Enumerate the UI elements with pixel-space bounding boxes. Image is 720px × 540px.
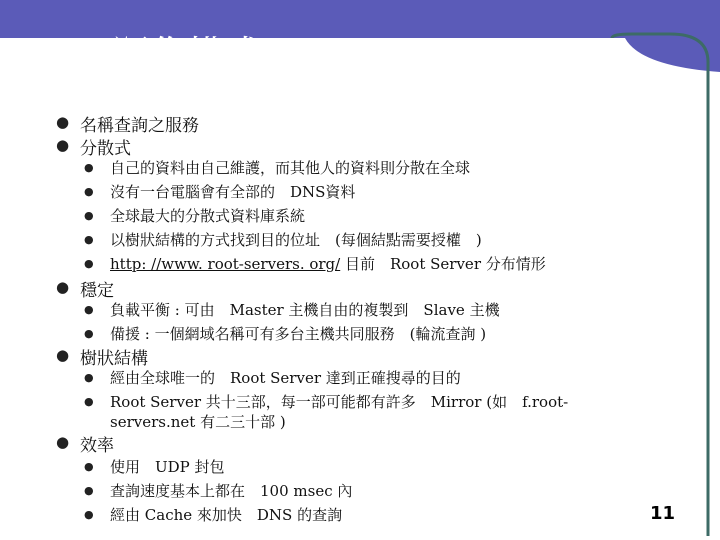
bullet-icon: ● xyxy=(56,278,70,296)
slide-title: DNS 運作模式 xyxy=(20,34,261,75)
sub-bullet-item: 自己的資料由自己維護，而其他人的資料則分散在全球 xyxy=(110,159,471,177)
sub-bullet-icon: ● xyxy=(84,209,94,222)
sub-bullet-item: Root Server 共十三部，每一部可能都有許多 Mirror (如 f.root- xyxy=(110,393,569,411)
page-number: 11 xyxy=(650,503,676,524)
sub-bullet-item: 負載平衡 : 可由 Master 主機自由的複製到 Slave 主機 xyxy=(110,301,500,319)
sub-bullet-icon: ● xyxy=(84,484,94,497)
root-server-distribution-text: 目前 Root Server 分布情形 xyxy=(340,255,546,273)
sub-bullet-icon: ● xyxy=(84,508,94,521)
sub-bullet-icon: ● xyxy=(84,257,94,270)
bullet-item: 名稱查詢之服務 xyxy=(80,116,199,136)
sub-bullet-item: 使用 UDP 封包 xyxy=(110,458,225,476)
sub-bullet-icon: ● xyxy=(84,371,94,384)
sub-bullet-icon: ● xyxy=(84,327,94,340)
bullet-icon: ● xyxy=(56,433,70,451)
sub-bullet-icon: ● xyxy=(84,460,94,473)
sub-bullet-item: 以樹狀結構的方式找到目的位址 (每個結點需要授權 ) xyxy=(110,231,482,249)
sub-bullet-item xyxy=(110,253,546,274)
sub-bullet-icon: ● xyxy=(84,395,94,408)
bullet-item: 分散式 xyxy=(80,139,131,159)
sub-bullet-icon: ● xyxy=(84,233,94,246)
sub-bullet-item: 經由全球唯一的 Root Server 達到正確搜尋的目的 xyxy=(110,369,461,387)
bullet-item: 穩定 xyxy=(80,281,114,301)
bullet-item: 樹狀結構 xyxy=(80,349,148,369)
bullet-item: 效率 xyxy=(80,436,114,456)
sub-bullet-item: 經由 Cache 來加快 DNS 的查詢 xyxy=(110,506,343,524)
sub-bullet-item-continuation: servers.net 有二三十部 ) xyxy=(110,413,286,431)
sub-bullet-icon: ● xyxy=(84,161,94,174)
sub-bullet-icon: ● xyxy=(84,303,94,316)
root-servers-link[interactable]: http: //www. root-servers. org/ xyxy=(110,255,341,273)
sub-bullet-item: 備援 : 一個網域名稱可有多台主機共同服務 (輪流查詢 ) xyxy=(110,325,487,343)
sub-bullet-item: 全球最大的分散式資料庫系統 xyxy=(110,207,306,225)
sub-bullet-item: 沒有一台電腦會有全部的 DNS資料 xyxy=(110,183,356,201)
sub-bullet-item: 查詢速度基本上都在 100 msec 內 xyxy=(110,482,353,500)
sub-bullet-icon: ● xyxy=(84,185,94,198)
bullet-icon: ● xyxy=(56,113,70,131)
bullet-icon: ● xyxy=(56,136,70,154)
bullet-icon: ● xyxy=(56,346,70,364)
